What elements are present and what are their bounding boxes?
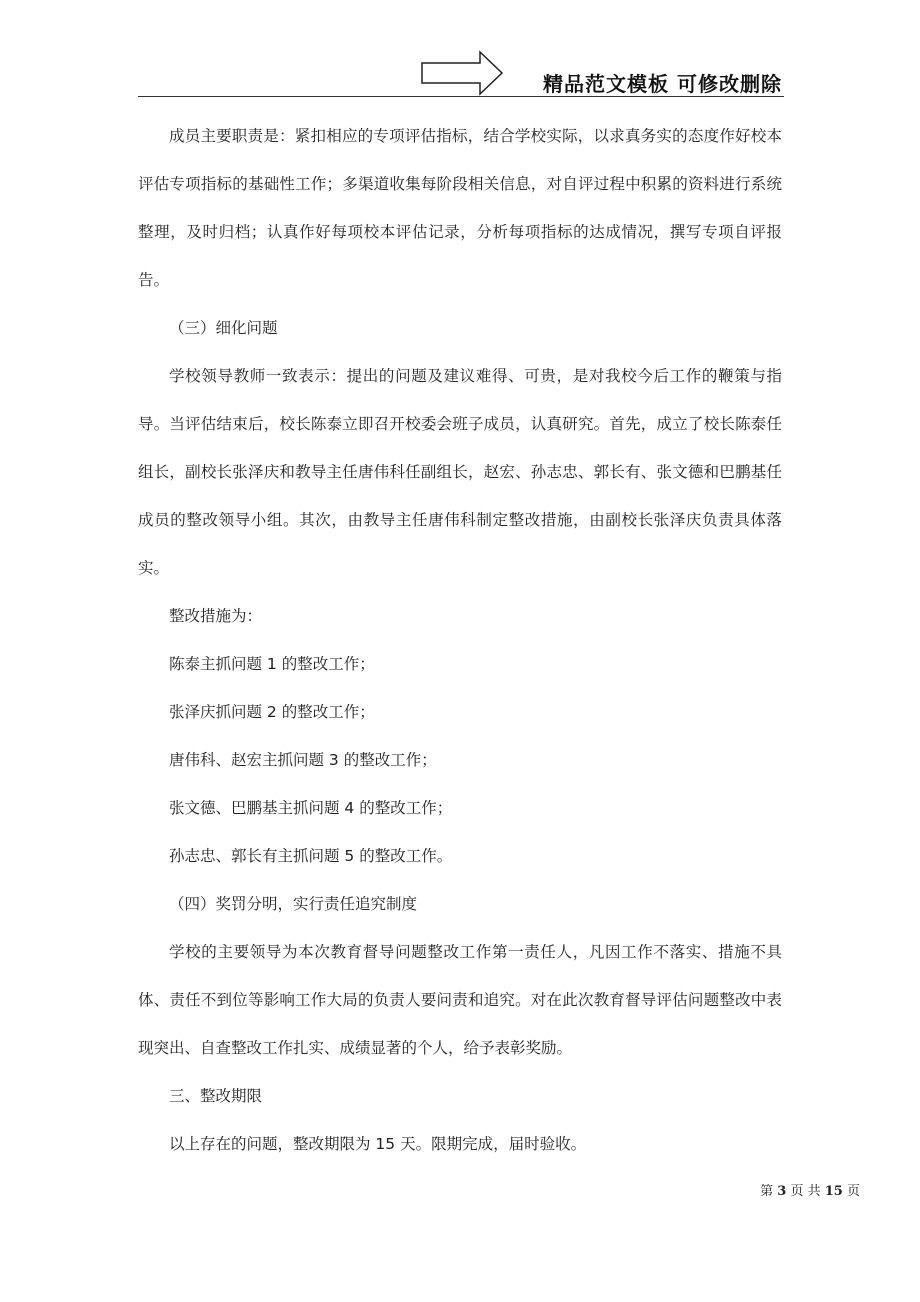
section-heading-accountability: （四）奖罚分明，实行责任追究制度 [169,895,418,913]
section-heading-deadline: 三、整改期限 [169,1087,263,1105]
header-title: 精品范文模板 可修改删除 [543,72,782,96]
page-number-current: 3 [777,1184,787,1199]
paragraph-deadline: 以上存在的问题，整改期限为 15 天。限期完成，届时验收。 [169,1135,587,1153]
page-number-prefix: 第 [760,1184,774,1199]
measure-item-3: 唐伟科、赵宏主抓问题 3 的整改工作； [169,751,437,769]
paragraph-duties: 成员主要职责是：紧扣相应的专项评估指标，结合学校实际，以求真务实的态度作好校本评估专项指标的基础性工作；多渠道收集每阶段相关信息，对自评过程中积累的资料进行系统整理，及时归档；认真作好每项校本评估记录，分析每项指标的达成情况，撰写专项自评报告。 [138,127,782,289]
header-divider [138,96,784,97]
paragraph-accountability: 学校的主要领导为本次教育督导问题整改工作第一责任人，凡因工作不落实、措施不具体、责任不到位等影响工作大局的负责人要问责和追究。对在此次教育督导评估问题整改中表现突出、自查整改工作扎实、成绩显著的个人，给予表彰奖励。 [138,943,782,1057]
document-body [138,112,782,1168]
paragraph-leadership: 学校领导教师一致表示：提出的问题及建议难得、可贵，是对我校今后工作的鞭策与指导。当评估结束后，校长陈泰立即召开校委会班子成员，认真研究。首先，成立了校长陈泰任组长，副校长张泽庆和教导主任唐伟科任副组长，赵宏、孙志忠、郭长有、张文德和巴鹏基任成员的整改领导小组。其次，由教导主任唐伟科制定整改措施，由副校长张泽庆负责具体落实。 [138,367,782,577]
page-header [138,50,784,98]
measure-item-1: 陈泰主抓问题 1 的整改工作； [169,655,375,673]
page-number-middle: 页 共 [790,1184,821,1199]
measure-item-5: 孙志忠、郭长有主抓问题 5 的整改工作。 [169,847,453,865]
section-heading-refine: （三）细化问题 [169,319,278,337]
measure-item-2: 张泽庆抓问题 2 的整改工作； [169,703,375,721]
right-arrow-outline-icon [420,50,504,96]
page-number [760,1180,860,1199]
measure-item-4: 张文德、巴鹏基主抓问题 4 的整改工作； [169,799,453,817]
page-number-total: 15 [824,1184,843,1199]
page-number-suffix: 页 [846,1184,860,1199]
measures-heading: 整改措施为： [169,607,263,625]
